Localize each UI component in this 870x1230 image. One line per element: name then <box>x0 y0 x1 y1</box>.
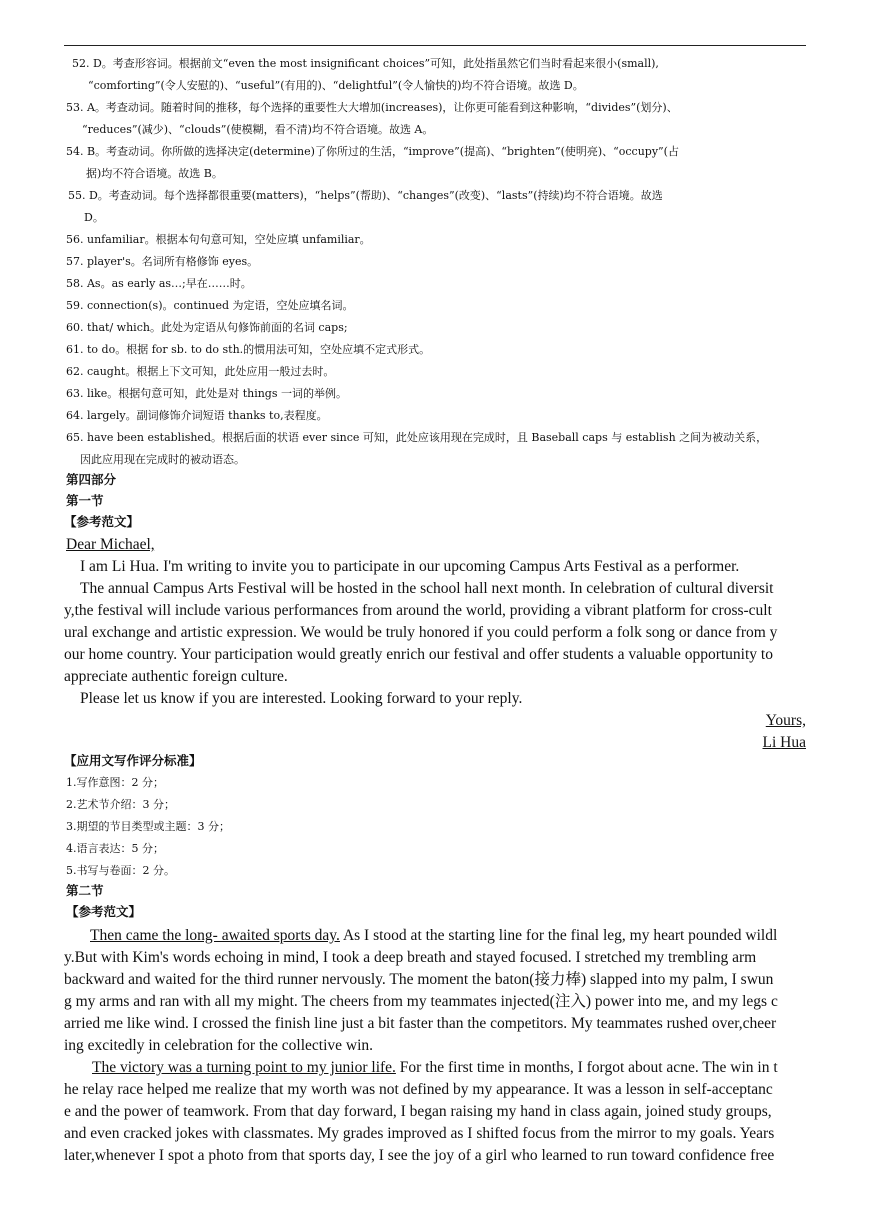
answer-53-cont: “reduces”(减少)、“clouds”(使模糊，看不清)均不符合语境。故选 A。 <box>82 123 434 136</box>
story-line-rest: As I stood at the starting line for the final leg, my heart pounded wildl <box>339 927 778 944</box>
story-line: later,whenever I spot a photo from that sports day, I see the joy of a girl who learned to run toward confidence free <box>64 1147 775 1164</box>
answer-54-cont: 据)均不符合语境。故选 B。 <box>86 167 223 180</box>
answer-57: 57. player's。名词所有格修饰 eyes。 <box>66 255 259 268</box>
answer-64: 64. largely。副词修饰介词短语 thanks to,表程度。 <box>66 409 328 422</box>
story-line: y.But with Kim's words echoing in mind, I took a deep breath and stayed focused. I stretched my trembling arm <box>64 949 757 966</box>
story-opening-sentence: Then came the long- awaited sports day. <box>90 927 340 944</box>
rubric-item: 4.语言表达：5 分； <box>66 842 164 855</box>
answer-58: 58. As。as early as…;早在……时。 <box>66 277 252 290</box>
answer-62: 62. caught。根据上下文可知，此处应用一般过去时。 <box>66 365 335 378</box>
story-line: e and the power of teamwork. From that day forward, I began raising my hand in class again, joined study groups, <box>64 1103 772 1120</box>
header-rule <box>64 45 806 46</box>
story-line-rest: For the first time in months, I forgot about acne. The win in t <box>395 1059 778 1076</box>
section-two-title: 第二节 <box>66 883 104 898</box>
story-line: arried me like wind. I crossed the finish line just a bit faster than the competitors. My teammates rushed over,cheer <box>64 1015 777 1032</box>
letter-line: ural exchange and artistic expression. We would be truly honored if you could perform a folk song or dance from y <box>64 624 778 641</box>
answer-63: 63. like。根据句意可知，此处是对 things 一词的举例。 <box>66 387 347 400</box>
reference-essay-label: 【参考范文】 <box>64 514 140 529</box>
story-line: and even cracked jokes with classmates. My grades improved as I shifted focus from the mirror to my goals. Years <box>64 1125 775 1142</box>
answer-65: 65. have been established。根据后面的状语 ever since 可知，此处应该用现在完成时，且 Baseball caps 与 establish 之间为被动关系， <box>66 431 768 444</box>
answer-60: 60. that/ which。此处为定语从句修饰前面的名词 caps; <box>66 321 348 334</box>
rubric-item: 2.艺术节介绍：3 分； <box>66 798 175 811</box>
answer-59: 59. connection(s)。continued 为定语，空处应填名词。 <box>66 299 354 312</box>
answer-56: 56. unfamiliar。根据本句句意可知，空处应填 unfamiliar。 <box>66 233 371 246</box>
answer-52: 52. D。考查形容词。根据前文“even the most insignificant choices”可知，此处指虽然它们当时看起来很小(small), <box>72 57 659 70</box>
answer-52-cont: “comforting”(令人安慰的)、“useful”(有用的)、“delightful”(令人愉快的)均不符合语境。故选 D。 <box>88 79 584 92</box>
answer-61: 61. to do。根据 for sb. to do sth.的惯用法可知，空处应填不定式形式。 <box>66 343 431 356</box>
answer-55-cont: D。 <box>84 211 104 224</box>
letter-signature: Li Hua <box>762 734 806 751</box>
story-paragraph-2-first-line <box>92 1058 778 1078</box>
section-one-title: 第一节 <box>66 493 104 508</box>
story-line: g my arms and ran with all my might. The cheers from my teammates injected(注入) power into me, and my legs c <box>64 993 778 1010</box>
story-line: ing excitedly in celebration for the collective win. <box>64 1037 374 1054</box>
reference-essay-label-2: 【参考范文】 <box>66 904 142 919</box>
rubric-item: 5.书写与卷面：2 分。 <box>66 864 175 877</box>
answer-54: 54. B。考查动词。你所做的选择决定(determine)了你所过的生活，“improve”(提高)、“brighten”(使明亮)、“occupy”(占 <box>66 145 679 158</box>
letter-greeting: Dear Michael, <box>66 536 155 553</box>
letter-line: our home country. Your participation would greatly enrich our festival and offer students a valuable opportunity to <box>64 646 773 663</box>
rubric-item: 3.期望的节目类型或主题：3 分； <box>66 820 230 833</box>
part-four-title: 第四部分 <box>66 472 117 487</box>
story-paragraph-1-first-line <box>90 926 777 946</box>
letter-line: The annual Campus Arts Festival will be hosted in the school hall next month. In celebration of cultural diversit <box>80 580 774 597</box>
story-line: he relay race helped me realize that my worth was not defined by my appearance. It was a lesson in self-acceptanc <box>64 1081 773 1098</box>
answer-55: 55. D。考查动词。每个选择都很重要(matters)，“helps”(帮助)、“changes”(改变)、“lasts”(持续)均不符合语境。故选 <box>68 189 663 202</box>
answer-53: 53. A。考查动词。随着时间的推移，每个选择的重要性大大增加(increases)，让你更可能看到这种影响，“divides”(划分)、 <box>66 101 678 114</box>
rubric-item: 1.写作意图：2 分； <box>66 776 164 789</box>
story-line: backward and waited for the third runner nervously. The moment the baton(接力棒) slapped into my palm, I swun <box>64 971 774 988</box>
letter-line: appreciate authentic foreign culture. <box>64 668 288 685</box>
letter-line: Please let us know if you are interested. Looking forward to your reply. <box>80 690 523 707</box>
letter-line: I am Li Hua. I'm writing to invite you to participate in our upcoming Campus Arts Festival as a performer. <box>80 558 740 575</box>
letter-line: y,the festival will include various performances from around the world, providing a vibrant platform for cross-cult <box>64 602 772 619</box>
rubric-title: 【应用文写作评分标准】 <box>64 753 202 768</box>
letter-closing: Yours, <box>765 712 806 729</box>
story-second-opening-sentence: The victory was a turning point to my junior life. <box>92 1059 396 1076</box>
answer-65-cont: 因此应用现在完成时的被动语态。 <box>80 453 245 466</box>
